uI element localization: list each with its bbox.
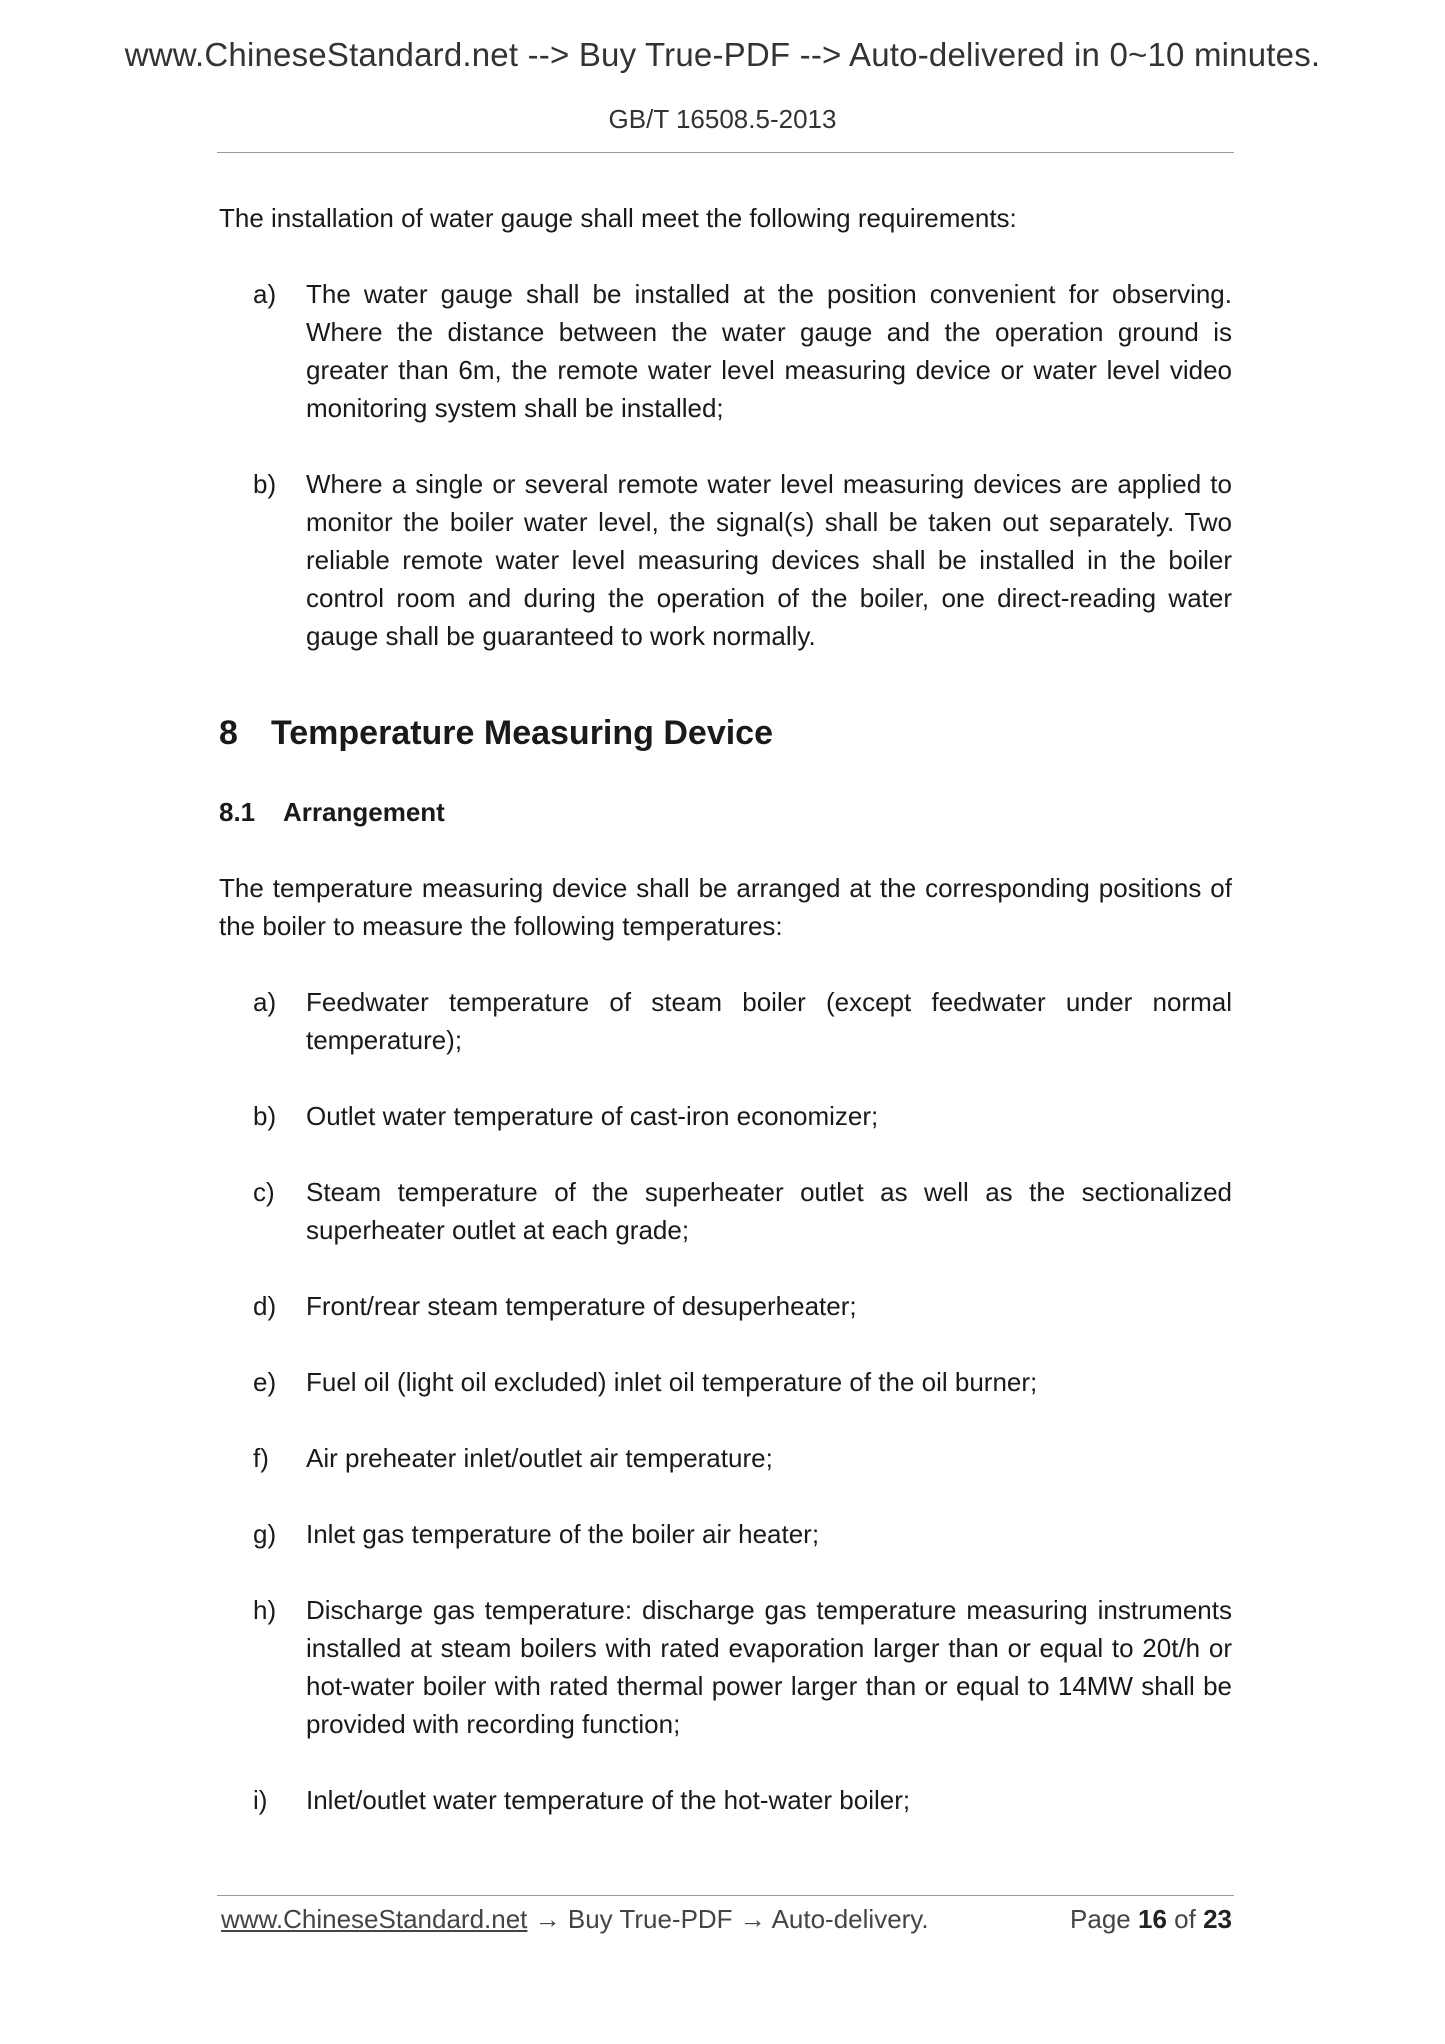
- page-word: Page: [1070, 1904, 1131, 1934]
- list-item: [219, 1439, 1232, 1477]
- list-item: [219, 1173, 1232, 1249]
- subsection-title: Arrangement: [283, 797, 445, 827]
- page-footer: [221, 1902, 1232, 1936]
- header-divider: [217, 152, 1234, 153]
- list-item-label: a): [253, 279, 277, 309]
- list-item-text: Front/rear steam temperature of desuperheater;: [306, 1291, 857, 1321]
- list-item-text: Inlet gas temperature of the boiler air heater;: [306, 1519, 820, 1549]
- list-item-label: f): [253, 1443, 269, 1473]
- list-item-label: h): [253, 1595, 277, 1625]
- list-item: [219, 465, 1232, 655]
- list-item-text: Air preheater inlet/outlet air temperature;: [306, 1443, 773, 1473]
- subsection-number: 8.1: [219, 797, 256, 827]
- page-content: [219, 199, 1232, 1857]
- top-banner: www.ChineseStandard.net --> Buy True-PDF --> Auto-delivered in 0~10 minutes.: [124, 36, 1321, 73]
- page-of: of: [1174, 1904, 1196, 1934]
- arrangement-intro: The temperature measuring device shall be arranged at the corresponding positions of the boiler to measure the following temperatures:: [219, 873, 1232, 941]
- footer-link[interactable]: www.ChineseStandard.net: [221, 1904, 528, 1934]
- list-item: [219, 1363, 1232, 1401]
- list-item: [219, 1591, 1232, 1743]
- list-item-text: Outlet water temperature of cast-iron economizer;: [306, 1101, 879, 1131]
- list-item-text: The water gauge shall be installed at the position convenient for observing. Where the distance between the water gauge and the operation ground is greater than 6m, the remote water level measuring device or water level video monitoring system shall be installed;: [306, 279, 1232, 423]
- list-item: [219, 1287, 1232, 1325]
- section-number: 8: [219, 714, 238, 752]
- subsection-heading: [219, 793, 1232, 831]
- list-item-label: b): [253, 1101, 277, 1131]
- list-item-text: Discharge gas temperature: discharge gas temperature measuring instruments installed at steam boilers with rated evaporation larger than or equal to 20t/h or hot-water boiler with rated thermal power larger than or equal to 14MW shall be provided with recording function;: [306, 1595, 1232, 1739]
- standard-code: GB/T 16508.5-2013: [608, 104, 837, 134]
- list-item: [219, 1097, 1232, 1135]
- page-current: 16: [1138, 1904, 1167, 1934]
- list-item-label: a): [253, 987, 277, 1017]
- list-item-text: Where a single or several remote water level measuring devices are applied to monitor the boiler water level, the signal(s) shall be taken out separately. Two reliable remote water level measuring devices shall be installed in the boiler control room and during the operation of the boiler, one direct-reading water gauge shall be guaranteed to work normally.: [306, 469, 1232, 651]
- list-item-label: e): [253, 1367, 277, 1397]
- footer-tagline: → Buy True-PDF → Auto-delivery.: [527, 1904, 929, 1934]
- list-item-label: b): [253, 469, 277, 499]
- footer-divider: [217, 1895, 1234, 1896]
- list-item-text: Steam temperature of the superheater outlet as well as the sectionalized superheater outlet at each grade;: [306, 1177, 1232, 1245]
- list-item-text: Feedwater temperature of steam boiler (except feedwater under normal temperature);: [306, 987, 1232, 1055]
- list-item-text: Fuel oil (light oil excluded) inlet oil temperature of the oil burner;: [306, 1367, 1038, 1397]
- page-total: 23: [1203, 1904, 1232, 1934]
- list-item-label: g): [253, 1519, 277, 1549]
- list-item-label: c): [253, 1177, 275, 1207]
- gauge-intro: The installation of water gauge shall meet the following requirements:: [219, 203, 1017, 233]
- list-item: [219, 275, 1232, 427]
- list-item-label: d): [253, 1291, 277, 1321]
- section-title: Temperature Measuring Device: [271, 714, 773, 752]
- list-item: [219, 1515, 1232, 1553]
- list-item: [219, 1781, 1232, 1819]
- section-heading: [219, 711, 1232, 755]
- list-item-label: i): [253, 1785, 268, 1815]
- list-item: [219, 983, 1232, 1059]
- page-indicator: [1070, 1902, 1232, 1936]
- list-item-text: Inlet/outlet water temperature of the hot-water boiler;: [306, 1785, 911, 1815]
